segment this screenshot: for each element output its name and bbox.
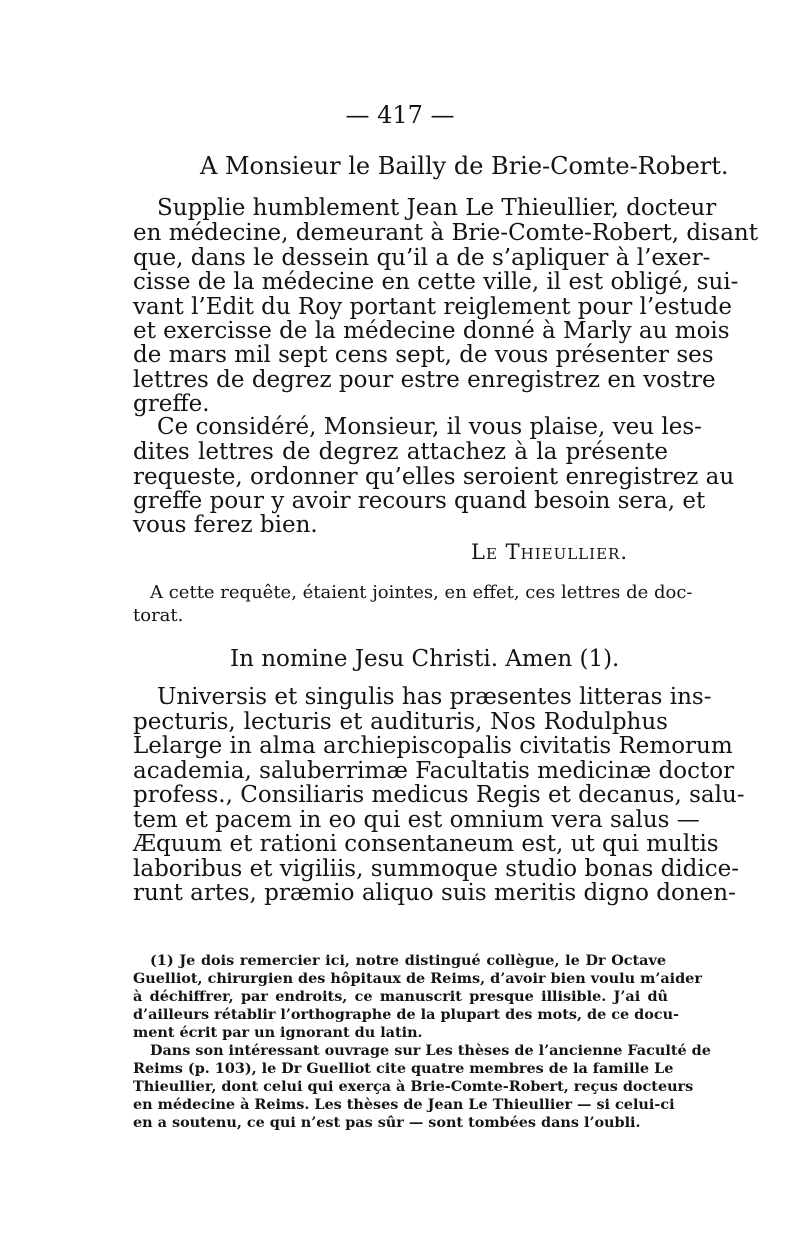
- latin-line: pecturis, lecturis et audituris, Nos Rodulphus: [133, 709, 668, 735]
- latin-heading: In nomine Jesu Christi. Amen (1).: [230, 646, 620, 672]
- latin-line: Æquum et rationi consentaneum est, ut qui multis: [133, 831, 719, 857]
- petition-heading: A Monsieur le Bailly de Brie-Comte-Robert.: [200, 152, 729, 180]
- page-number: — 417 —: [345, 101, 455, 129]
- footnote-line: ment écrit par un ignorant du latin.: [133, 1024, 423, 1042]
- latin-line: tem et pacem in eo qui est omnium vera salus —: [133, 807, 700, 833]
- petition-line: greffe.: [133, 391, 210, 417]
- petition-line: Supplie humblement Jean Le Thieullier, docteur: [157, 195, 717, 221]
- latin-line: Lelarge in alma archiepiscopalis civitatis Remorum: [133, 733, 733, 759]
- latin-line: runt artes, præmio aliquo suis meritis digno donen-: [133, 880, 736, 906]
- footnote-line: en a soutenu, ce qui n’est pas sûr — sont tombées dans l’oubli.: [133, 1114, 641, 1132]
- footnote-line: Reims (p. 103), le Dr Guelliot cite quatre membres de la famille Le: [133, 1060, 674, 1078]
- footnote-line: Thieullier, dont celui qui exerça à Brie-Comte-Robert, reçus docteurs: [133, 1078, 694, 1096]
- latin-line: profess., Consiliaris medicus Regis et decanus, salu-: [133, 782, 745, 808]
- note-line: A cette requête, étaient jointes, en effet, ces lettres de doc-: [150, 582, 693, 603]
- footnote-line: Guelliot, chirurgien des hôpitaux de Reims, d’avoir bien voulu m’aider: [133, 970, 702, 988]
- petition-line: requeste, ordonner qu’elles seroient enregistrez au: [133, 464, 735, 490]
- footnote-line: Dans son intéressant ouvrage sur Les thèses de l’ancienne Faculté de: [150, 1042, 711, 1060]
- petition-line: et exercisse de la médecine donné à Marly au mois: [133, 318, 730, 344]
- petition-line: vant l’Edit du Roy portant reiglement pour l’estude: [133, 294, 732, 320]
- latin-line: academia, saluberrimæ Facultatis medicinæ doctor: [133, 758, 735, 784]
- latin-line: laboribus et vigiliis, summoque studio bonas didice-: [133, 856, 739, 882]
- footnote-line: à déchiffrer, par endroits, ce manuscrit presque illisible. J’ai dû: [133, 988, 668, 1006]
- latin-line: Universis et singulis has præsentes litteras ins-: [157, 684, 712, 710]
- note-line: torat.: [133, 605, 184, 626]
- footnote-line: d’ailleurs rétablir l’orthographe de la plupart des mots, de ce docu-: [133, 1006, 680, 1024]
- petition-line: vous ferez bien.: [133, 512, 318, 538]
- petition-line: cisse de la médecine en cette ville, il est obligé, sui-: [133, 269, 739, 295]
- footnote-line: en médecine à Reims. Les thèses de Jean Le Thieullier — si celui-ci: [133, 1096, 675, 1114]
- petition-line: en médecine, demeurant à Brie-Comte-Robert, disant: [133, 220, 758, 246]
- petition-line: dites lettres de degrez attachez à la présente: [133, 439, 668, 465]
- petition-line: que, dans le dessein qu’il a de s’apliquer à l’exer-: [133, 245, 711, 271]
- petition-line: greffe pour y avoir recours quand besoin sera, et: [133, 488, 706, 514]
- signature: Le Thieullier.: [471, 540, 628, 564]
- footnote-line: (1) Je dois remercier ici, notre distingué collègue, le Dr Octave: [150, 952, 666, 970]
- petition-line: lettres de degrez pour estre enregistrez en vostre: [133, 367, 716, 393]
- petition-line: Ce considéré, Monsieur, il vous plaise, veu les-: [157, 414, 702, 440]
- petition-line: de mars mil sept cens sept, de vous présenter ses: [133, 342, 714, 368]
